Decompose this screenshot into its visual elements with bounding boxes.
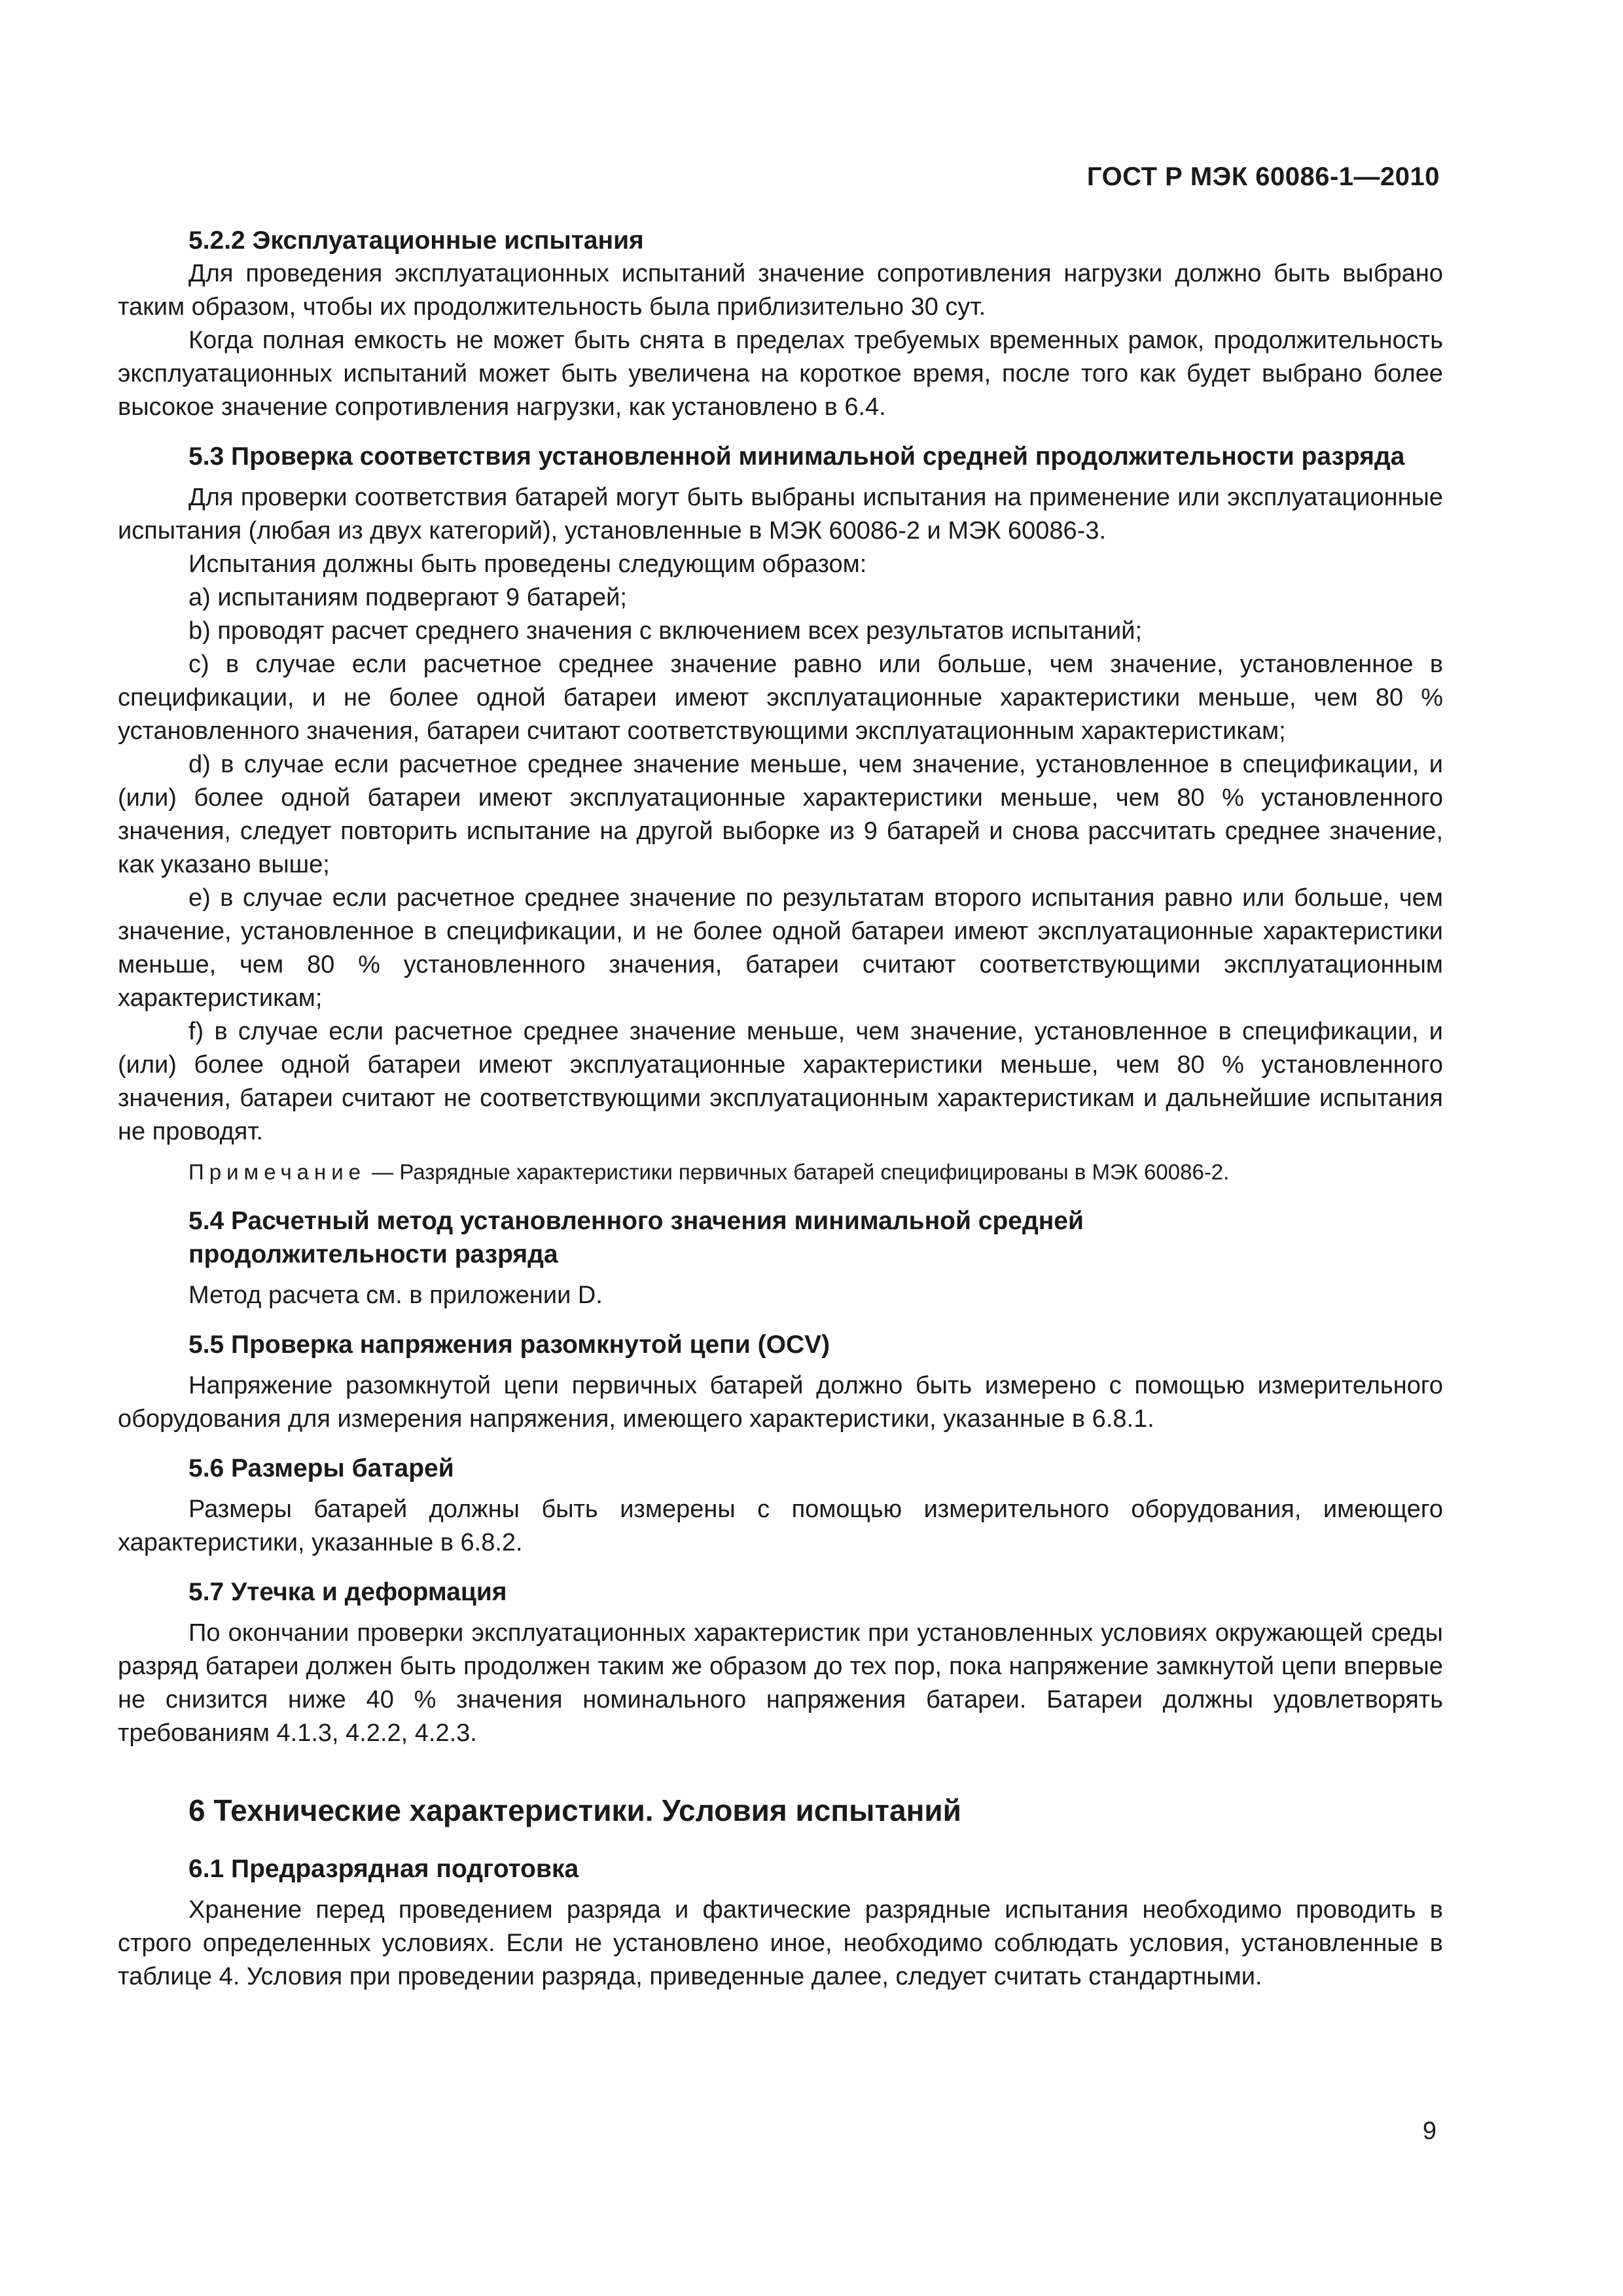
section-6-1-paragraph-1: Хранение перед проведением разряда и фактические разрядные испытания необходимо проводить в строго определенных условиях. Если не установлено иное, необходимо соблюдать условия, установленные в таблице 4. Условия при проведении разряда, приведенные далее, следует считать стандартными. (118, 1896, 1443, 1990)
section-5-4-heading-line-2: продолжительности разряда (188, 1240, 558, 1268)
section-6-heading: 6 Технические характеристики. Условия испытаний (188, 1793, 961, 1827)
section-5-3-paragraph-2: Испытания должны быть проведены следующим образом: (188, 550, 867, 578)
section-5-5-heading: 5.5 Проверка напряжения разомкнутой цепи (OCV) (188, 1331, 830, 1359)
section-5-5-paragraph-1: Напряжение разомкнутой цепи первичных батарей должно быть измерено с помощью измерительного оборудования для измерения напряжения, имеющего характеристики, указанные в 6.8.1. (118, 1372, 1443, 1433)
section-5-3-paragraph-1: Для проверки соответствия батарей могут быть выбраны испытания на применение или эксплуатационные испытания (любая из двух категорий), установленные в МЭК 60086-2 и МЭК 60086-3. (118, 484, 1443, 545)
section-5-7-heading: 5.7 Утечка и деформация (188, 1578, 507, 1606)
page-number: 9 (1422, 2117, 1436, 2145)
note (118, 1155, 1443, 1189)
list-item-e: e) в случае если расчетное среднее значение по результатам второго испытания равно или больше, чем значение, установленное в спецификации, и не более одной батареи имеют эксплуатационные характеристики меньше, чем 80 % установленного значения, батареи считают соответствующими эксплуатационным характеристикам; (118, 884, 1443, 1012)
section-5-2-2-paragraph-2: Когда полная емкость не может быть снята в пределах требуемых временных рамок, продолжительность эксплуатационных испытаний может быть увеличена на короткое время, после того как будет выбрано более высокое значение сопротивления нагрузки, как установлено в 6.4. (118, 327, 1443, 421)
list-item-b: b) проводят расчет среднего значения с включением всех результатов испытаний; (188, 617, 1143, 645)
section-5-6-paragraph-1: Размеры батарей должны быть измерены с помощью измерительного оборудования, имеющего характеристики, указанные в 6.8.2. (118, 1496, 1443, 1556)
section-5-7-paragraph-1: По окончании проверки эксплуатационных характеристик при установленных условиях окружающей среды разряд батареи должен быть продолжен таким же образом до тех пор, пока напряжение замкнутой цепи впервые не снизится ниже 40 % значения номинального напряжения батареи. Батареи должны удовлетворять требованиям 4.1.3, 4.2.2, 4.2.3. (118, 1619, 1443, 1747)
page-content (118, 224, 1443, 1994)
document-id-header: ГОСТ Р МЭК 60086-1—2010 (1086, 162, 1440, 191)
section-5-2-2-heading: 5.2.2 Эксплуатационные испытания (188, 226, 644, 255)
section-5-6-heading: 5.6 Размеры батарей (188, 1454, 454, 1482)
list-item-f: f) в случае если расчетное среднее значение меньше, чем значение, установленное в спецификации, и (или) более одной батареи имеют эксплуатационные характеристики меньше, чем 80 % установленного значения, батареи считают не соответствующими эксплуатационным характеристикам и дальнейшие испытания не проводят. (118, 1018, 1443, 1145)
list-item-d: d) в случае если расчетное среднее значение меньше, чем значение, установленное в спецификации, и (или) более одной батареи имеют эксплуатационные характеристики меньше, чем 80 % установленного значения, следует повторить испытание на другой выборке из 9 батарей и снова рассчитать среднее значение, как указано выше; (118, 751, 1443, 878)
note-label: Примечание (188, 1160, 366, 1184)
note-text: — Разрядные характеристики первичных батарей специфицированы в МЭК 60086-2. (366, 1160, 1230, 1184)
section-5-4-heading-line-1: 5.4 Расчетный метод установленного значения минимальной средней (188, 1207, 1084, 1235)
section-6-1-heading: 6.1 Предразрядная подготовка (188, 1855, 579, 1883)
section-5-4-heading (118, 1204, 1443, 1271)
section-5-2-2-paragraph-1: Для проведения эксплуатационных испытаний значение сопротивления нагрузки должно быть выбрано таким образом, чтобы их продолжительность была приблизительно 30 сут. (118, 260, 1443, 321)
list-item-c: c) в случае если расчетное среднее значение равно или больше, чем значение, установленное в спецификации, и не более одной батареи имеют эксплуатационные характеристики меньше, чем 80 % установленного значения, батареи считают соответствующими эксплуатационным характеристикам; (118, 651, 1443, 745)
list-item-a: a) испытаниям подвергают 9 батарей; (188, 584, 627, 611)
section-5-3-heading: 5.3 Проверка соответствия установленной минимальной средней продолжительности разряда (188, 442, 1405, 471)
section-5-4-paragraph-1: Метод расчета см. в приложении D. (188, 1282, 603, 1309)
